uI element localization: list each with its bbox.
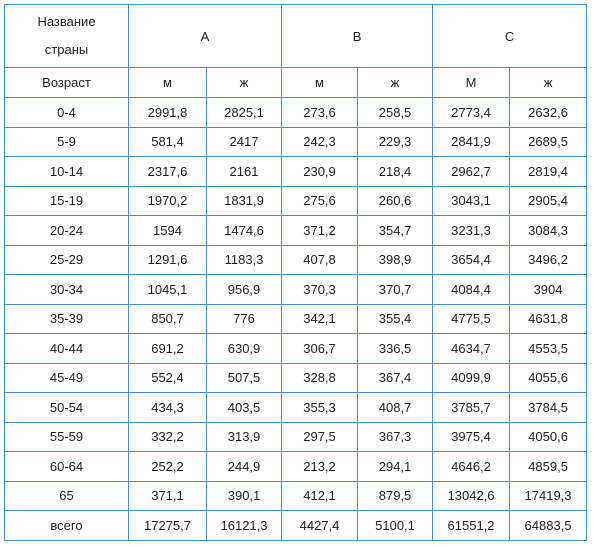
age-cell: 50-54 (5, 393, 129, 423)
value-cell: 260,6 (358, 186, 433, 216)
age-cell: 30-34 (5, 275, 129, 305)
value-cell: 367,3 (358, 422, 433, 452)
value-cell: 434,3 (129, 393, 207, 423)
value-cell: 64883,5 (510, 511, 587, 541)
value-cell: 371,1 (129, 481, 207, 511)
value-cell: 242,3 (282, 127, 358, 157)
value-cell: 3043,1 (433, 186, 510, 216)
value-cell: 1291,6 (129, 245, 207, 275)
country-name-header (5, 5, 129, 68)
age-cell: всего (5, 511, 129, 541)
value-cell: 273,6 (282, 98, 358, 128)
age-cell: 20-24 (5, 216, 129, 246)
value-cell: 4775,5 (433, 304, 510, 334)
age-cell: 60-64 (5, 452, 129, 482)
table-row (5, 304, 587, 334)
value-cell: 252,2 (129, 452, 207, 482)
value-cell: 403,5 (207, 393, 282, 423)
value-cell: 3084,3 (510, 216, 587, 246)
age-cell: 35-39 (5, 304, 129, 334)
country-label-line2: страны (44, 42, 89, 57)
age-cell: 5-9 (5, 127, 129, 157)
age-cell: 45-49 (5, 363, 129, 393)
value-cell: 2841,9 (433, 127, 510, 157)
value-cell: 355,3 (282, 393, 358, 423)
age-cell: 55-59 (5, 422, 129, 452)
value-cell: 294,1 (358, 452, 433, 482)
value-cell: 230,9 (282, 157, 358, 187)
value-cell: 412,1 (282, 481, 358, 511)
value-cell: 297,5 (282, 422, 358, 452)
value-cell: 3496,2 (510, 245, 587, 275)
header-row-subgroups (5, 68, 587, 98)
value-cell: 306,7 (282, 334, 358, 364)
table-row (5, 98, 587, 128)
value-cell: 3785,7 (433, 393, 510, 423)
value-cell: 4055,6 (510, 363, 587, 393)
value-cell: 408,7 (358, 393, 433, 423)
value-cell: 407,8 (282, 245, 358, 275)
subheader-c-male: М (433, 68, 510, 98)
value-cell: 4099,9 (433, 363, 510, 393)
table-row (5, 422, 587, 452)
value-cell: 507,5 (207, 363, 282, 393)
age-cell: 65 (5, 481, 129, 511)
table-row (5, 275, 587, 305)
value-cell: 3975,4 (433, 422, 510, 452)
subheader-c-female: ж (510, 68, 587, 98)
value-cell: 328,8 (282, 363, 358, 393)
age-header: Возраст (5, 68, 129, 98)
value-cell: 4084,4 (433, 275, 510, 305)
value-cell: 370,7 (358, 275, 433, 305)
value-cell: 371,2 (282, 216, 358, 246)
value-cell: 1594 (129, 216, 207, 246)
value-cell: 3904 (510, 275, 587, 305)
value-cell: 354,7 (358, 216, 433, 246)
value-cell: 2962,7 (433, 157, 510, 187)
value-cell: 4050,6 (510, 422, 587, 452)
table-row (5, 393, 587, 423)
value-cell: 13042,6 (433, 481, 510, 511)
age-cell: 0-4 (5, 98, 129, 128)
value-cell: 398,9 (358, 245, 433, 275)
table-row (5, 245, 587, 275)
subheader-a-female: ж (207, 68, 282, 98)
value-cell: 4553,5 (510, 334, 587, 364)
age-cell: 15-19 (5, 186, 129, 216)
value-cell: 2819,4 (510, 157, 587, 187)
population-table (4, 4, 587, 541)
table-row (5, 216, 587, 246)
value-cell: 258,5 (358, 98, 433, 128)
value-cell: 4859,5 (510, 452, 587, 482)
value-cell: 355,4 (358, 304, 433, 334)
value-cell: 17275,7 (129, 511, 207, 541)
table-row (5, 186, 587, 216)
value-cell: 4631,8 (510, 304, 587, 334)
value-cell: 275,6 (282, 186, 358, 216)
value-cell: 956,9 (207, 275, 282, 305)
value-cell: 4634,7 (433, 334, 510, 364)
subheader-b-female: ж (358, 68, 433, 98)
table-row (5, 157, 587, 187)
value-cell: 1970,2 (129, 186, 207, 216)
value-cell: 2905,4 (510, 186, 587, 216)
value-cell: 2161 (207, 157, 282, 187)
age-cell: 10-14 (5, 157, 129, 187)
value-cell: 879,5 (358, 481, 433, 511)
value-cell: 3784,5 (510, 393, 587, 423)
header-row-groups (5, 5, 587, 68)
value-cell: 229,3 (358, 127, 433, 157)
value-cell: 218,4 (358, 157, 433, 187)
value-cell: 17419,3 (510, 481, 587, 511)
subheader-b-male: м (282, 68, 358, 98)
value-cell: 776 (207, 304, 282, 334)
value-cell: 390,1 (207, 481, 282, 511)
value-cell: 332,2 (129, 422, 207, 452)
value-cell: 244,9 (207, 452, 282, 482)
value-cell: 2773,4 (433, 98, 510, 128)
value-cell: 336,5 (358, 334, 433, 364)
table-row (5, 127, 587, 157)
group-header-c: C (433, 5, 587, 68)
age-cell: 25-29 (5, 245, 129, 275)
value-cell: 850,7 (129, 304, 207, 334)
table-row (5, 452, 587, 482)
value-cell: 3654,4 (433, 245, 510, 275)
table-row (5, 481, 587, 511)
table-body (5, 98, 587, 541)
group-header-a: A (129, 5, 282, 68)
age-cell: 40-44 (5, 334, 129, 364)
country-label-line1: Название (37, 14, 96, 29)
value-cell: 3231,3 (433, 216, 510, 246)
value-cell: 16121,3 (207, 511, 282, 541)
subheader-a-male: м (129, 68, 207, 98)
table-row (5, 363, 587, 393)
value-cell: 5100,1 (358, 511, 433, 541)
table-row (5, 511, 587, 541)
value-cell: 581,4 (129, 127, 207, 157)
value-cell: 61551,2 (433, 511, 510, 541)
table-row (5, 334, 587, 364)
value-cell: 1831,9 (207, 186, 282, 216)
value-cell: 2632,6 (510, 98, 587, 128)
value-cell: 342,1 (282, 304, 358, 334)
value-cell: 2991,8 (129, 98, 207, 128)
value-cell: 2417 (207, 127, 282, 157)
value-cell: 552,4 (129, 363, 207, 393)
group-header-b: B (282, 5, 433, 68)
value-cell: 367,4 (358, 363, 433, 393)
value-cell: 4646,2 (433, 452, 510, 482)
value-cell: 2689,5 (510, 127, 587, 157)
value-cell: 2317,6 (129, 157, 207, 187)
value-cell: 370,3 (282, 275, 358, 305)
value-cell: 691,2 (129, 334, 207, 364)
value-cell: 1183,3 (207, 245, 282, 275)
value-cell: 313,9 (207, 422, 282, 452)
value-cell: 1474,6 (207, 216, 282, 246)
value-cell: 2825,1 (207, 98, 282, 128)
value-cell: 213,2 (282, 452, 358, 482)
value-cell: 630,9 (207, 334, 282, 364)
value-cell: 1045,1 (129, 275, 207, 305)
value-cell: 4427,4 (282, 511, 358, 541)
